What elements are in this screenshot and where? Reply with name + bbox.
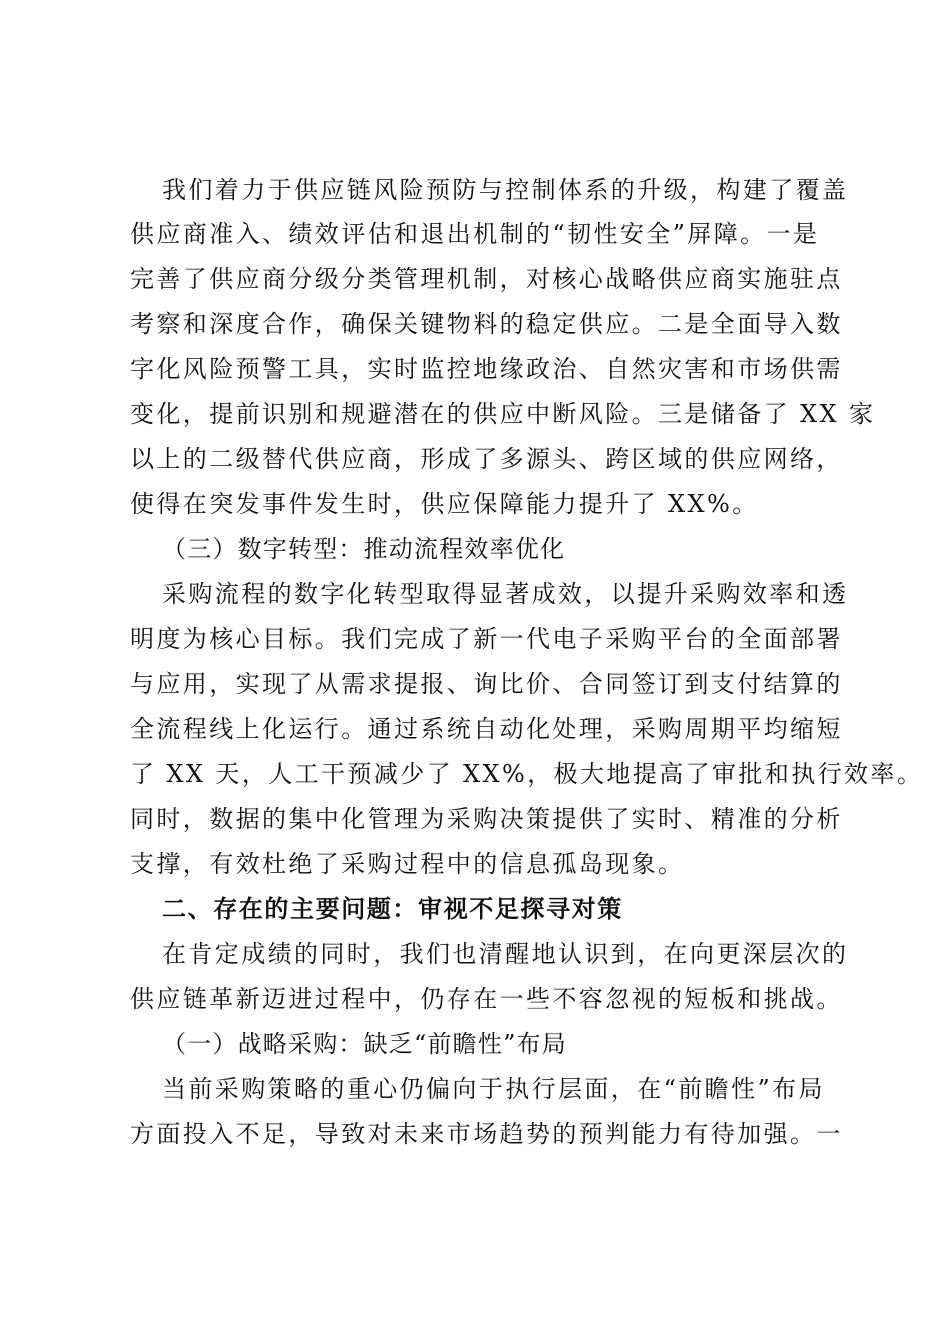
subsection-heading: （三）数字转型：推动流程效率优化 — [162, 535, 566, 563]
paragraph-line: 了 XX 天，人工干预减少了 XX%，极大地提高了审批和执行效率。 — [130, 760, 924, 788]
paragraph-line: 变化，提前识别和规避潜在的供应中断风险。三是储备了 XX 家 — [130, 400, 876, 428]
paragraph-line: 与应用，实现了从需求提报、询比价、合同签订到支付结算的 — [130, 670, 843, 698]
section-heading: 二、存在的主要问题：审视不足探寻对策 — [162, 895, 623, 923]
paragraph-line: 当前采购策略的重心仍偏向于执行层面，在“前瞻性”布局 — [162, 1075, 825, 1103]
paragraph-line: 在肯定成绩的同时，我们也清醒地认识到，在向更深层次的 — [162, 940, 849, 968]
paragraph-line: 供应链革新迈进过程中，仍存在一些不容忽视的短板和挑战。 — [130, 985, 843, 1013]
paragraph-line: 明度为核心目标。我们完成了新一代电子采购平台的全面部署 — [130, 625, 843, 653]
paragraph-line: 支撑，有效杜绝了采购过程中的信息孤岛现象。 — [130, 850, 685, 878]
paragraph-line: 采购流程的数字化转型取得显著成效，以提升采购效率和透 — [162, 580, 849, 608]
paragraph-line: 同时，数据的集中化管理为采购决策提供了实时、精准的分析 — [130, 805, 843, 833]
paragraph-line: 考察和深度合作，确保关键物料的稳定供应。二是全面导入数 — [130, 310, 843, 338]
subsection-heading: （一）战略采购：缺乏“前瞻性”布局 — [162, 1030, 567, 1058]
paragraph-line: 供应商准入、绩效评估和退出机制的“韧性安全”屏障。一是 — [130, 220, 820, 248]
paragraph-line: 以上的二级替代供应商，形成了多源头、跨区域的供应网络， — [130, 445, 843, 473]
paragraph-line: 方面投入不足，导致对未来市场趋势的预判能力有待加强。一 — [130, 1120, 843, 1148]
paragraph-line: 我们着力于供应链风险预防与控制体系的升级，构建了覆盖 — [162, 176, 849, 204]
paragraph-line: 全流程线上化运行。通过系统自动化处理，采购周期平均缩短 — [130, 715, 843, 743]
paragraph-line: 使得在突发事件发生时，供应保障能力提升了 XX%。 — [130, 490, 759, 518]
paragraph-line: 字化风险预警工具，实时监控地缘政治、自然灾害和市场供需 — [130, 355, 843, 383]
paragraph-line: 完善了供应商分级分类管理机制，对核心战略供应商实施驻点 — [130, 265, 843, 293]
